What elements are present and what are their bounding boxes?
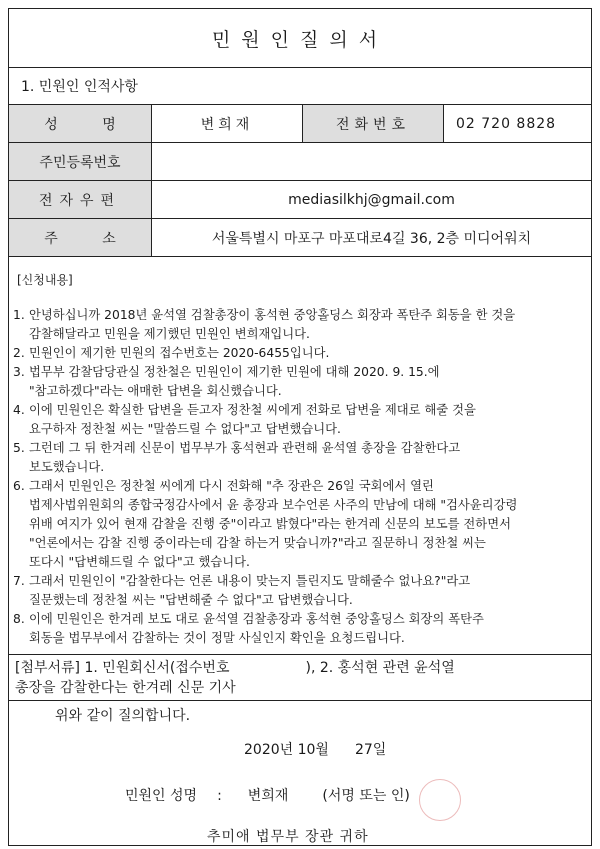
request-items-list	[9, 306, 591, 648]
request-item-line: 위배 여지가 있어 현재 감찰을 진행 중"이라고 밝혔다"라는 한겨레 신문의 보도를 전하면서	[29, 517, 511, 531]
attachments-part2: ), 2. 홍석현 관련 윤석열	[305, 660, 455, 676]
attachments-part1: 1. 민원회신서(접수번호	[84, 660, 230, 676]
request-item-number: 7.	[13, 574, 25, 588]
request-item-number: 2.	[13, 346, 25, 360]
request-item	[9, 401, 591, 439]
addressee: 추미애 법무부 장관 귀하	[207, 829, 369, 845]
email-label: 전자우편	[9, 181, 152, 218]
email-value: mediasilkhj@gmail.com	[288, 191, 455, 208]
signer-name: 변희재	[247, 788, 289, 804]
request-item	[9, 344, 591, 363]
request-item-text	[29, 363, 591, 401]
request-item-line: 이에 민원인은 확실한 답변을 듣고자 정찬철 씨에게 전화로 답변을 제대로 해줄 것을	[29, 403, 476, 417]
request-item-text	[29, 572, 591, 610]
date-day: 27일	[354, 742, 387, 758]
signer-label: 민원인 성명	[125, 788, 198, 804]
request-item-text	[29, 344, 591, 363]
request-item-text	[29, 477, 591, 572]
signature-block	[9, 701, 591, 845]
request-item	[9, 306, 591, 344]
request-item-line: 그래서 민원인이 "감찰한다는 언론 내용이 맞는지 틀린지도 말해줄수 없나요?"라고	[29, 574, 471, 588]
request-item-line: 질문했는데 정찬철 씨는 "답변해줄 수 없다"고 답변했습니다.	[29, 593, 353, 607]
email-row	[9, 181, 591, 219]
request-item	[9, 572, 591, 610]
request-item-line: 이에 민원인은 한겨레 보도 대로 윤석열 검찰총장과 홍석현 중앙홀딩스 회장의 폭탄주	[29, 612, 484, 626]
request-item-number: 1.	[13, 308, 25, 322]
request-item-line: 그래서 민원인은 정찬철 씨에게 다시 전화해 "추 장관은 26일 국회에서 열린	[29, 479, 434, 493]
date	[244, 739, 386, 759]
id-number-row	[9, 143, 591, 181]
request-item-number: 4.	[13, 403, 25, 417]
address-value: 서울특별시 마포구 마포대로4길 36, 2층 미디어워치	[211, 230, 532, 247]
request-item	[9, 363, 591, 401]
request-content-heading: [신청내용]	[17, 273, 73, 287]
request-item-line: 민원인이 제기한 민원의 접수번호는 2020-6455입니다.	[29, 346, 330, 360]
request-item-number: 3.	[13, 365, 25, 379]
request-item-number: 5.	[13, 441, 25, 455]
name-phone-row	[9, 105, 591, 143]
request-item-text	[29, 401, 591, 439]
request-item-line: 또다시 "답변해드릴 수 없다"고 했습니다.	[29, 555, 250, 569]
request-item-line: 안녕하십니까 2018년 윤석열 검찰총장이 홍석현 중앙홀딩스 회장과 폭탄주 회동을 한 것을	[29, 308, 516, 322]
request-item-text	[29, 306, 591, 344]
phone-label: 전화번호	[303, 105, 444, 142]
signer-colon: :	[217, 788, 222, 804]
request-item-line: 그런데 그 뒤 한겨레 신문이 법무부가 홍석현과 관련해 윤석열 총장을 감찰한다고	[29, 441, 461, 455]
attachments-label: [첨부서류]	[15, 660, 81, 676]
id-number-label: 주민등록번호	[9, 143, 152, 180]
request-item-text	[29, 439, 591, 477]
name-value: 변희재	[152, 105, 303, 142]
request-item-line: 요구하자 정찬철 씨는 "말씀드릴 수 없다"고 답변했습니다.	[29, 422, 341, 436]
request-item-line: 보도했습니다.	[29, 460, 105, 474]
request-item	[9, 439, 591, 477]
request-content	[9, 263, 591, 655]
attachments-line2: 총장을 감찰한다는 한겨레 신문 기사	[15, 680, 236, 696]
section-personal-info-heading: 1. 민원인 인적사항	[9, 68, 591, 105]
id-number-value	[152, 143, 591, 180]
signature-note: (서명 또는 인)	[322, 788, 410, 804]
phone-value: 02 720 8828	[456, 115, 557, 132]
seal-stamp	[419, 779, 461, 821]
request-item-text	[29, 610, 591, 648]
address-label: 주 소	[9, 219, 152, 256]
address-row	[9, 219, 591, 257]
request-item-number: 6.	[13, 479, 25, 493]
request-item	[9, 610, 591, 648]
request-item-line: 감찰해달라고 민원을 제기했던 민원인 변희재입니다.	[29, 327, 310, 341]
signer-line	[125, 785, 410, 805]
name-label: 성 명	[9, 105, 152, 142]
statement: 위와 같이 질의합니다.	[55, 708, 191, 724]
request-item-number: 8.	[13, 612, 25, 626]
request-item-line: "참고하겠다"라는 애매한 답변을 회신했습니다.	[29, 384, 282, 398]
request-item-line: 법제사법위원회의 종합국정감사에서 윤 총장과 보수언론 사주의 만남에 대해 "검사윤리강령	[29, 498, 518, 512]
request-item	[9, 477, 591, 572]
request-item-line: 회동을 법무부에서 감찰하는 것이 정말 사실인지 확인을 요청드립니다.	[29, 631, 405, 645]
document-title: 민원인질의서	[9, 9, 591, 68]
attachments	[9, 655, 591, 701]
complaint-form	[8, 8, 592, 846]
date-year-month: 2020년 10월	[244, 742, 329, 758]
request-item-line: 법무부 감찰담당관실 정찬철은 민원인이 제기한 민원에 대해 2020. 9. 15.에	[29, 365, 440, 379]
request-item-line: "언론에서는 감찰 진행 중이라는데 감찰 하는거 맞습니까?"라고 질문하니 정찬철 씨는	[29, 536, 486, 550]
